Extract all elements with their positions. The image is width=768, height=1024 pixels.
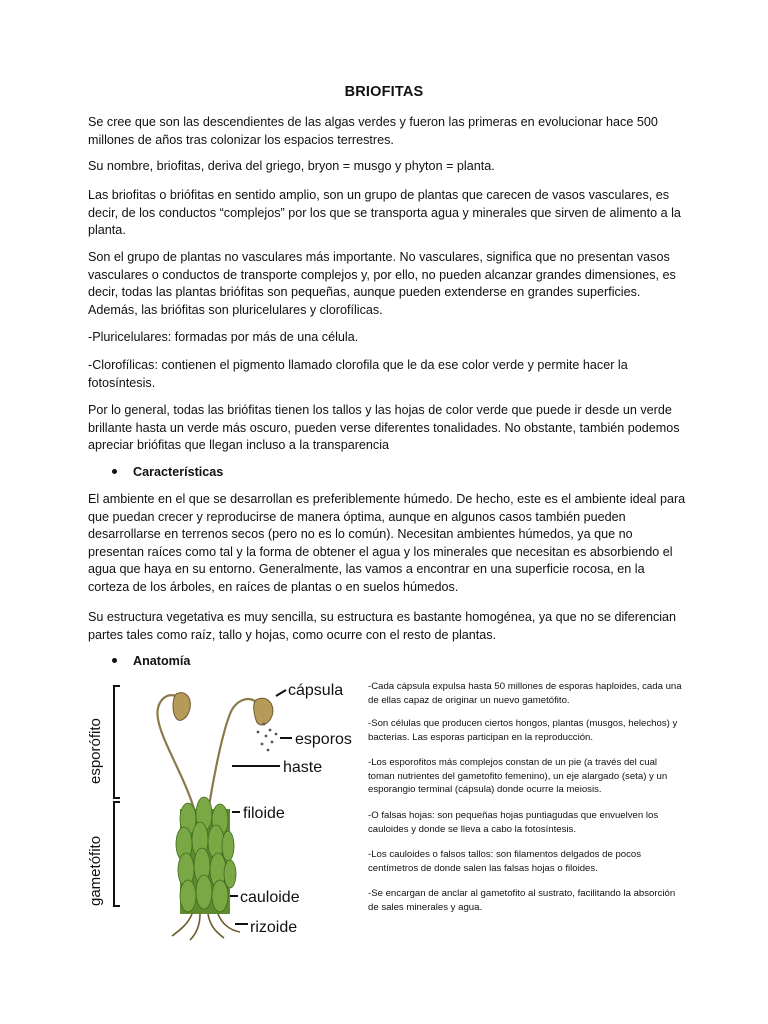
gametophyte-leaves [176,797,236,914]
paragraph-color: Por lo general, todas las briófitas tienen los tallos y las hojas de color verde que puede ir desde un verde brillante hasta un verde más oscuro, pueden verse diferentes tonalidades. No obstante, también podemos apreciar briófitas que llegan incluso a la transparencia [88,403,680,453]
label-filoide: filoide [243,805,285,822]
note-cauloide: -Los cauloides o falsos tallos: son filamentos delgados de pocos centímetros de donde salen las falsas hojas o filoides. [368,849,642,874]
bullet-anatomia-label: Anatomía [133,654,191,668]
paragraph-name: Su nombre, briofitas, deriva del griego, bryon = musgo y phyton = planta. [88,159,495,173]
paragraph-definition: Las briofitas o briófitas en sentido amplio, son un grupo de plantas que carecen de vasos vasculares, es decir, de los conductos “complejos” por los que se transporta agua y minerales que sirven de alimento a la planta. [88,188,681,238]
paragraph-clorofilicas: -Clorofílicas: contienen el pigmento llamado clorofila que le da ese color verde y permite hacer la fotosíntesis. [88,358,628,390]
label-gametofito: gametófito [87,835,104,906]
paragraph-estructura: Su estructura vegetativa es muy sencilla, su estructura es bastante homogénea, ya que no se diferencian partes tales como raíz, tallo y hojas, como ocurre con el resto de plantas. [88,610,677,642]
note-haste: -Los esporofitos más complejos constan de un pie (a través del cual toman nutrientes del gametofito femenino), un eje alargado (seta) y un esporangio terminal (cápsula) donde ocurre la meiosis. [368,757,668,795]
bullet-dot [112,658,117,663]
note-esporos: -Son células que producen ciertos hongos, plantas (musgos, helechos) y bacterias. Las esporas participan en la reproducción. [368,718,678,743]
label-rizoide: rizoide [250,919,298,936]
rhizoids [172,914,240,940]
spores [257,723,278,752]
moss-anatomy-figure [80,674,365,946]
bullet-caracteristicas [112,465,223,479]
label-esporos: esporos [295,731,352,748]
note-rizoide: -Se encargan de anclar al gametofito al sustrato, facilitando la absorción de sales minerales y agua. [368,888,676,913]
label-cauloide: cauloide [240,889,300,906]
label-esporofito: esporófito [87,718,104,784]
note-filoide: -O falsas hojas: son pequeñas hojas puntiagudas que envuelven los cauloides y donde se lleva a cabo la fotosíntesis. [368,810,659,835]
paragraph-non-vascular: Son el grupo de plantas no vasculares más importante. No vasculares, significa que no presentan vasos vasculares o conductos de transporte complejos y, por ello, no pueden alcanzar grandes dimensiones, es decir, todas las plantas briófitas son pequeñas, aunque pueden extenderse en grandes superficies. Además, las briófitas son pluricelulares y clorofílicas. [88,250,676,317]
paragraph-pluricelulares: -Pluricelulares: formadas por más de una célula. [88,330,359,344]
bracket-gametofito [114,802,120,906]
bracket-esporofito [114,686,120,798]
label-haste: haste [283,759,323,776]
label-capsula: cápsula [288,682,344,699]
capsules [173,693,273,725]
paragraph-ambiente: El ambiente en el que se desarrollan es preferiblemente húmedo. De hecho, este es el ambiente ideal para que puedan crecer y reproducirse de manera óptima, aunque en algunos casos también pueden desarrollarse en terrenos secos (pero no es lo común). Necesitan ambientes húmedos, ya que no presentan raíces como tal y la forma de obtener el agua y los minerales que necesitan es absorbiendo el agua que haya en su entorno. Generalmente, las vamos a encontrar en una superficie rocosa, en la corteza de los árboles, en raíces de plantas o en suelos húmedos. [88,492,686,594]
paragraph-origin: Se cree que son las descendientes de las algas verdes y fueron las primeras en evolucionar hace 500 millones de años tras colonizar los espacios terrestres. [88,115,658,147]
bullet-dot [112,469,117,474]
bullet-anatomia [112,654,190,668]
bullet-caracteristicas-label: Características [133,465,224,479]
document-title: BRIOFITAS [344,84,424,100]
note-capsula: -Cada cápsula expulsa hasta 50 millones de esporas haploides, cada una de ellas capaz de originar un nuevo gametófito. [368,681,682,706]
